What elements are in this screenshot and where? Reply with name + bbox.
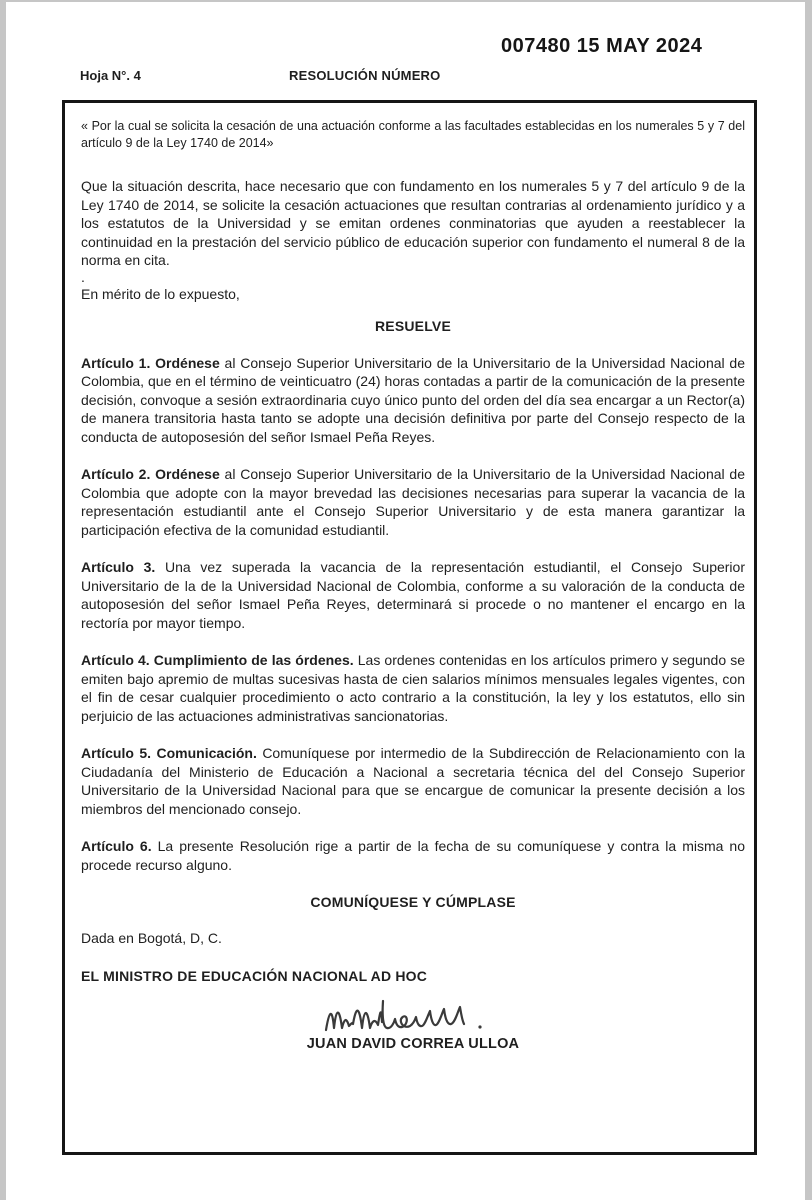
merito-line: En mérito de lo expuesto, <box>81 285 240 302</box>
resuelve-heading: RESUELVE <box>374 318 452 334</box>
considerando-paragraph: Que la situación descrita, hace necesario que con fundamento en los numerales 5 y 7 del artículo 9 de la Ley 1740 de 2014, se solicite la cesación actuaciones que resultan contrarias al ordenamiento jurídico y a los estatutos de la Universidad y se emitan ordenes conminatorias que ayuden a reestablecer la continuidad en la prestación del servicio público de educación superior con fundamento el numeral 8 de la norma en cita. <box>81 178 745 268</box>
article-5-paragraph <box>81 744 745 818</box>
article-1-paragraph <box>81 354 745 447</box>
article-4-label: Artículo 4. Cumplimiento de las órdenes. <box>81 652 354 668</box>
article-5-text: Comuníquese por intermedio de la Subdirección de Relacionamiento con la Ciudadanía del Ministerio de Educación a Nacional a secretaria técnica del del Consejo Superior Universitario de la Universidad Nacional para que se encargue de comunicar la presente decisión a los miembros del mencionado consejo. <box>81 745 745 817</box>
minister-title: EL MINISTRO DE EDUCACIÓN NACIONAL AD HOC <box>81 968 428 984</box>
handwritten-signature-icon <box>318 994 508 1040</box>
resolution-number-stamp: 007480 15 MAY 2024 <box>501 35 703 57</box>
article-2-text: al Consejo Superior Universitario de la Universitario de la Universidad Nacional de Colombia que adopte con la mayor brevedad las decisiones necesarias para superar la vacancia de la representación estudiantil ante el Consejo Superior Universitario y de esta manera garantizar la participación efectiva de la comunidad estudiantil. <box>81 466 745 538</box>
article-3-label: Artículo 3. <box>81 559 156 575</box>
place-line: Dada en Bogotá, D, C. <box>81 929 222 946</box>
stray-dot-line: . <box>81 268 85 285</box>
article-6-paragraph <box>81 837 745 874</box>
article-3-text: Una vez superada la vacancia de la representación estudiantil, el Consejo Superior Universitario de la de la Universidad Nacional de Colombia, conforme a su valoración de la conducta de autoposesión del señor Ismael Peña Reyes, determinará si procede o no mantener el encargo en la rectoría por mayor tiempo. <box>81 559 745 631</box>
signer-name: JUAN DAVID CORREA ULLOA <box>306 1035 520 1052</box>
article-1-label: Artículo 1. Ordénese <box>81 354 220 371</box>
subject-quote: « Por la cual se solicita la cesación de una actuación conforme a las facultades establecidas en los numerales 5 y 7 del artículo 9 de la Ley 1740 de 2014» <box>81 119 745 150</box>
article-2-paragraph <box>81 465 745 539</box>
article-6-label: Artículo 6. <box>81 838 152 854</box>
article-2-label: Artículo 2. Ordénese <box>81 466 220 482</box>
article-4-paragraph <box>81 651 745 725</box>
sheet-number-label: Hoja N°. 4 <box>80 68 141 83</box>
article-1-text: al Consejo Superior Universitario de la Universitario de la Universidad Nacional de Colombia, que en el término de veinticuatro (24) horas contadas a partir de la comunicación de la presente decisión, convoque a sesión extraordinaria cuyo único punto del orden del día sea encargar a un Rector(a) de manera transitoria hasta tanto se adopte una decisión definitiva por parte del Consejo respecto de la conducta de autoposesión del señor Ismael Peña Reyes. <box>81 354 745 445</box>
document-page <box>6 2 805 1200</box>
article-6-text: La presente Resolución rige a partir de la fecha de su comuníquese y contra la misma no procede recurso alguno. <box>81 838 746 873</box>
article-3-paragraph <box>81 558 745 632</box>
resolution-title-label: RESOLUCIÓN NÚMERO <box>289 68 441 83</box>
signature-block <box>81 994 745 1052</box>
resolution-content-box <box>62 100 757 1155</box>
article-4-text: Las ordenes contenidas en los artículos primero y segundo se emiten bajo apremio de multas sucesivas hasta de cien salarios mínimos mensuales legales vigentes, con el fin de cesar cualquier procedimiento o acto contrario a la constitución, la ley y los estatutos, ello sin perjuicio de las actuaciones administrativas sancionatorias. <box>81 652 746 724</box>
comuniquese-heading: COMUNÍQUESE Y CÚMPLASE <box>310 894 516 910</box>
article-5-label: Artículo 5. Comunicación. <box>81 745 257 761</box>
